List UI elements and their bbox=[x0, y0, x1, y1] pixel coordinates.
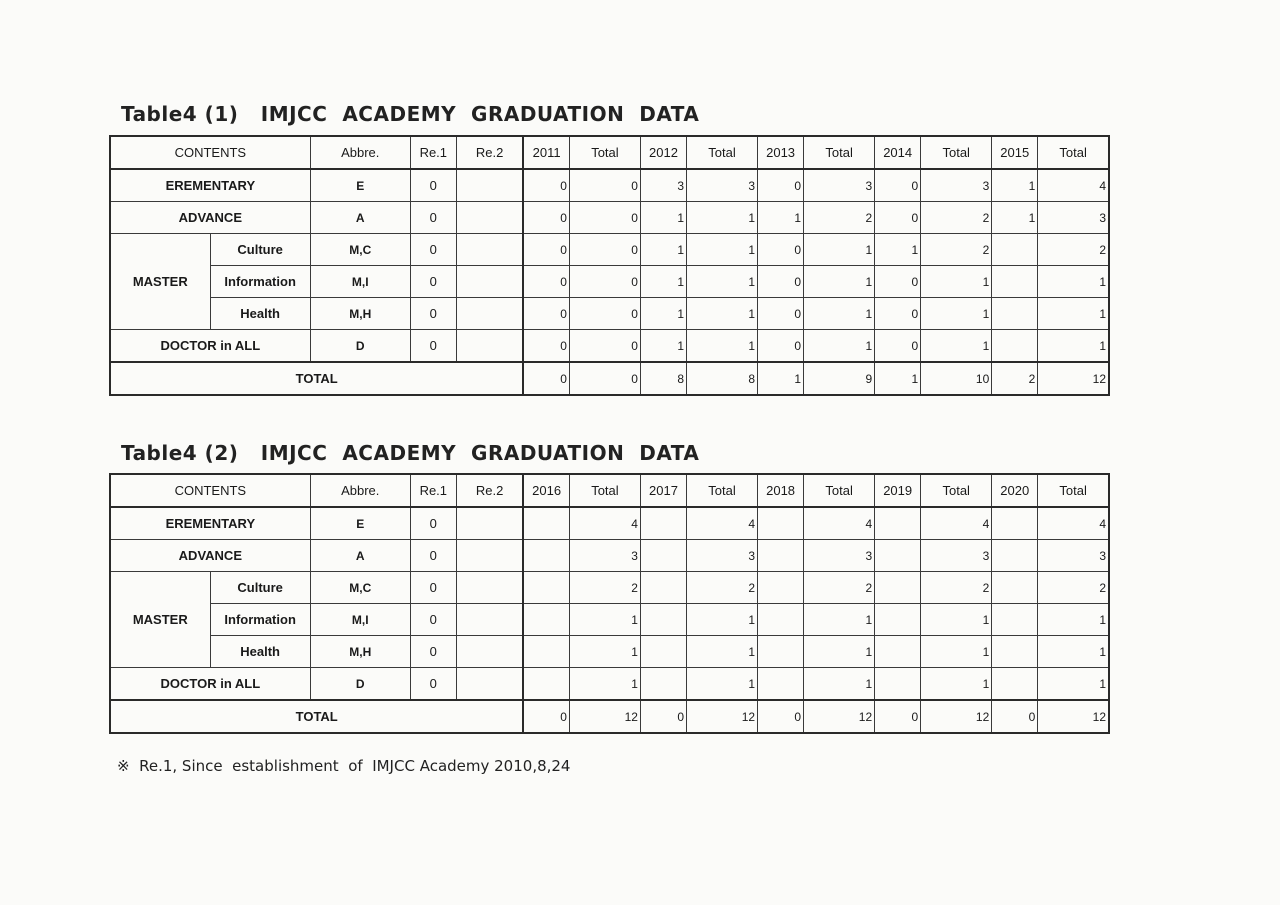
row-value: 1 bbox=[569, 668, 640, 701]
graduation-table-1 bbox=[109, 135, 1110, 396]
row-re1: 0 bbox=[410, 202, 456, 234]
row-abbr: E bbox=[310, 507, 410, 540]
table-row bbox=[110, 298, 1109, 330]
row-value bbox=[523, 604, 569, 636]
header-y1: 2011 bbox=[523, 136, 569, 169]
row-value: 4 bbox=[687, 507, 758, 540]
row-re2 bbox=[456, 234, 523, 266]
row-value bbox=[523, 636, 569, 668]
row-value: 1 bbox=[640, 266, 686, 298]
total-value: 1 bbox=[758, 362, 804, 395]
row-re1: 0 bbox=[410, 604, 456, 636]
row-value: 4 bbox=[804, 507, 875, 540]
header-t1: Total bbox=[569, 474, 640, 507]
row-value: 0 bbox=[569, 202, 640, 234]
row-value bbox=[640, 540, 686, 572]
header-y3: 2013 bbox=[758, 136, 804, 169]
row-value bbox=[758, 572, 804, 604]
table-row bbox=[110, 604, 1109, 636]
row-sub-label: Health bbox=[210, 636, 310, 668]
total-value: 8 bbox=[640, 362, 686, 395]
graduation-table-2 bbox=[109, 473, 1110, 734]
row-value bbox=[640, 668, 686, 701]
row-value bbox=[992, 668, 1038, 701]
row-value bbox=[992, 298, 1038, 330]
total-value: 9 bbox=[804, 362, 875, 395]
table-row bbox=[110, 234, 1109, 266]
row-value: 1 bbox=[804, 330, 875, 363]
row-value bbox=[992, 604, 1038, 636]
row-value: 0 bbox=[569, 169, 640, 202]
row-abbr: M,C bbox=[310, 572, 410, 604]
total-value: 12 bbox=[921, 700, 992, 733]
row-abbr: M,H bbox=[310, 636, 410, 668]
total-value: 12 bbox=[569, 700, 640, 733]
row-re1: 0 bbox=[410, 636, 456, 668]
header-re2: Re.2 bbox=[456, 136, 523, 169]
row-value: 0 bbox=[523, 266, 569, 298]
total-value: 2 bbox=[992, 362, 1038, 395]
row-value: 1 bbox=[921, 668, 992, 701]
row-re2 bbox=[456, 540, 523, 572]
row-value bbox=[992, 330, 1038, 363]
row-value: 0 bbox=[523, 169, 569, 202]
row-label: EREMENTARY bbox=[110, 169, 310, 202]
row-value: 1 bbox=[687, 636, 758, 668]
header-t2: Total bbox=[687, 474, 758, 507]
row-value: 1 bbox=[687, 298, 758, 330]
row-value: 0 bbox=[758, 234, 804, 266]
row-value: 1 bbox=[921, 604, 992, 636]
row-abbr: D bbox=[310, 668, 410, 701]
row-value bbox=[523, 507, 569, 540]
total-value: 0 bbox=[758, 700, 804, 733]
total-value: 0 bbox=[523, 700, 569, 733]
row-value: 1 bbox=[687, 668, 758, 701]
row-re2 bbox=[456, 169, 523, 202]
header-y2: 2017 bbox=[640, 474, 686, 507]
header-y5: 2020 bbox=[992, 474, 1038, 507]
row-value: 3 bbox=[640, 169, 686, 202]
row-label: EREMENTARY bbox=[110, 507, 310, 540]
table-row bbox=[110, 636, 1109, 668]
table-row bbox=[110, 266, 1109, 298]
header-row bbox=[110, 474, 1109, 507]
row-value bbox=[875, 668, 921, 701]
row-value: 1 bbox=[1038, 636, 1109, 668]
table-row bbox=[110, 572, 1109, 604]
row-value: 1 bbox=[992, 169, 1038, 202]
row-value: 2 bbox=[687, 572, 758, 604]
header-y5: 2015 bbox=[992, 136, 1038, 169]
header-t4: Total bbox=[921, 136, 992, 169]
row-value: 2 bbox=[921, 234, 992, 266]
total-value: 0 bbox=[992, 700, 1038, 733]
row-value: 3 bbox=[921, 169, 992, 202]
row-value: 0 bbox=[758, 266, 804, 298]
row-value: 2 bbox=[1038, 572, 1109, 604]
row-re2 bbox=[456, 668, 523, 701]
row-group-label: MASTER bbox=[110, 234, 210, 330]
total-value: 12 bbox=[687, 700, 758, 733]
row-value bbox=[992, 636, 1038, 668]
row-re2 bbox=[456, 202, 523, 234]
table-1-title: Table4 (1) IMJCC ACADEMY GRADUATION DATA bbox=[121, 102, 700, 126]
row-value: 1 bbox=[687, 330, 758, 363]
row-value bbox=[992, 507, 1038, 540]
table-2-title: Table4 (2) IMJCC ACADEMY GRADUATION DATA bbox=[121, 441, 700, 465]
row-value: 0 bbox=[569, 266, 640, 298]
row-value bbox=[758, 540, 804, 572]
row-value: 2 bbox=[804, 202, 875, 234]
row-abbr: M,H bbox=[310, 298, 410, 330]
row-sub-label: Information bbox=[210, 266, 310, 298]
row-value bbox=[875, 540, 921, 572]
total-value: 0 bbox=[569, 362, 640, 395]
row-value: 0 bbox=[875, 266, 921, 298]
row-value bbox=[875, 604, 921, 636]
header-contents: CONTENTS bbox=[110, 136, 310, 169]
row-value: 1 bbox=[804, 234, 875, 266]
row-value: 0 bbox=[523, 330, 569, 363]
row-value: 1 bbox=[1038, 266, 1109, 298]
row-value: 0 bbox=[875, 202, 921, 234]
row-value bbox=[992, 266, 1038, 298]
row-value: 0 bbox=[875, 169, 921, 202]
total-value: 12 bbox=[804, 700, 875, 733]
total-value: 0 bbox=[640, 700, 686, 733]
row-value: 0 bbox=[875, 298, 921, 330]
row-value: 0 bbox=[523, 234, 569, 266]
row-value bbox=[758, 636, 804, 668]
header-re1: Re.1 bbox=[410, 136, 456, 169]
row-label: ADVANCE bbox=[110, 202, 310, 234]
row-value: 1 bbox=[1038, 668, 1109, 701]
row-value: 1 bbox=[687, 604, 758, 636]
row-abbr: M,I bbox=[310, 604, 410, 636]
row-value: 1 bbox=[804, 604, 875, 636]
row-value: 1 bbox=[804, 298, 875, 330]
row-re2 bbox=[456, 266, 523, 298]
row-re2 bbox=[456, 507, 523, 540]
row-value bbox=[523, 668, 569, 701]
row-value: 1 bbox=[875, 234, 921, 266]
row-re1: 0 bbox=[410, 507, 456, 540]
table-row bbox=[110, 668, 1109, 701]
row-value: 1 bbox=[921, 636, 992, 668]
row-re1: 0 bbox=[410, 540, 456, 572]
row-value: 2 bbox=[804, 572, 875, 604]
row-value: 3 bbox=[921, 540, 992, 572]
header-t5: Total bbox=[1038, 136, 1109, 169]
total-value: 1 bbox=[875, 362, 921, 395]
row-value: 3 bbox=[687, 169, 758, 202]
row-value: 1 bbox=[687, 202, 758, 234]
row-value: 0 bbox=[569, 298, 640, 330]
row-label: DOCTOR in ALL bbox=[110, 330, 310, 363]
header-t3: Total bbox=[804, 136, 875, 169]
row-value bbox=[992, 234, 1038, 266]
row-label: DOCTOR in ALL bbox=[110, 668, 310, 701]
row-value: 0 bbox=[569, 330, 640, 363]
row-value: 1 bbox=[992, 202, 1038, 234]
total-value: 10 bbox=[921, 362, 992, 395]
header-re2: Re.2 bbox=[456, 474, 523, 507]
row-value: 2 bbox=[921, 572, 992, 604]
row-value: 0 bbox=[569, 234, 640, 266]
row-value: 1 bbox=[640, 234, 686, 266]
row-sub-label: Culture bbox=[210, 234, 310, 266]
total-label: TOTAL bbox=[110, 700, 523, 733]
footnote: ※ Re.1, Since establishment of IMJCC Academy 2010,8,24 bbox=[117, 757, 571, 775]
row-value: 4 bbox=[1038, 507, 1109, 540]
row-abbr: D bbox=[310, 330, 410, 363]
row-label: ADVANCE bbox=[110, 540, 310, 572]
row-value: 2 bbox=[921, 202, 992, 234]
row-re2 bbox=[456, 572, 523, 604]
row-value: 3 bbox=[569, 540, 640, 572]
row-abbr: A bbox=[310, 540, 410, 572]
row-re1: 0 bbox=[410, 234, 456, 266]
total-value: 0 bbox=[523, 362, 569, 395]
header-t4: Total bbox=[921, 474, 992, 507]
row-sub-label: Culture bbox=[210, 572, 310, 604]
total-row bbox=[110, 700, 1109, 733]
header-t1: Total bbox=[569, 136, 640, 169]
row-value: 3 bbox=[804, 169, 875, 202]
row-sub-label: Information bbox=[210, 604, 310, 636]
row-re2 bbox=[456, 298, 523, 330]
row-value: 2 bbox=[1038, 234, 1109, 266]
header-t5: Total bbox=[1038, 474, 1109, 507]
row-value bbox=[875, 636, 921, 668]
row-abbr: E bbox=[310, 169, 410, 202]
row-value: 1 bbox=[687, 234, 758, 266]
row-group-label: MASTER bbox=[110, 572, 210, 668]
row-value: 3 bbox=[804, 540, 875, 572]
header-t2: Total bbox=[687, 136, 758, 169]
row-value bbox=[523, 572, 569, 604]
row-abbr: M,C bbox=[310, 234, 410, 266]
row-value: 0 bbox=[523, 202, 569, 234]
row-re1: 0 bbox=[410, 668, 456, 701]
row-value: 1 bbox=[804, 668, 875, 701]
header-y3: 2018 bbox=[758, 474, 804, 507]
row-value: 1 bbox=[1038, 330, 1109, 363]
total-value: 8 bbox=[687, 362, 758, 395]
row-value bbox=[875, 507, 921, 540]
header-abbre: Abbre. bbox=[310, 474, 410, 507]
row-value bbox=[640, 604, 686, 636]
row-value: 0 bbox=[758, 330, 804, 363]
row-re1: 0 bbox=[410, 572, 456, 604]
row-re1: 0 bbox=[410, 298, 456, 330]
row-value bbox=[992, 540, 1038, 572]
row-value: 0 bbox=[758, 298, 804, 330]
row-sub-label: Health bbox=[210, 298, 310, 330]
row-value bbox=[875, 572, 921, 604]
row-value bbox=[758, 604, 804, 636]
row-value bbox=[640, 636, 686, 668]
row-value bbox=[758, 507, 804, 540]
total-value: 0 bbox=[875, 700, 921, 733]
header-row bbox=[110, 136, 1109, 169]
row-abbr: M,I bbox=[310, 266, 410, 298]
row-value: 1 bbox=[804, 266, 875, 298]
header-abbre: Abbre. bbox=[310, 136, 410, 169]
row-re2 bbox=[456, 330, 523, 363]
row-value bbox=[992, 572, 1038, 604]
row-value: 1 bbox=[687, 266, 758, 298]
row-value: 4 bbox=[569, 507, 640, 540]
row-value bbox=[640, 572, 686, 604]
row-value: 3 bbox=[1038, 202, 1109, 234]
header-y4: 2019 bbox=[875, 474, 921, 507]
total-value: 12 bbox=[1038, 362, 1109, 395]
row-value: 1 bbox=[569, 604, 640, 636]
row-value: 1 bbox=[758, 202, 804, 234]
table-row bbox=[110, 202, 1109, 234]
table-row bbox=[110, 169, 1109, 202]
row-value: 1 bbox=[921, 330, 992, 363]
row-value: 3 bbox=[1038, 540, 1109, 572]
row-value bbox=[640, 507, 686, 540]
total-label: TOTAL bbox=[110, 362, 523, 395]
table-row bbox=[110, 330, 1109, 363]
row-value: 4 bbox=[1038, 169, 1109, 202]
row-value: 3 bbox=[687, 540, 758, 572]
row-value bbox=[523, 540, 569, 572]
row-re1: 0 bbox=[410, 169, 456, 202]
row-re1: 0 bbox=[410, 266, 456, 298]
header-y1: 2016 bbox=[523, 474, 569, 507]
row-re1: 0 bbox=[410, 330, 456, 363]
row-value: 0 bbox=[523, 298, 569, 330]
header-y4: 2014 bbox=[875, 136, 921, 169]
row-value: 1 bbox=[640, 202, 686, 234]
row-value: 0 bbox=[875, 330, 921, 363]
row-re2 bbox=[456, 636, 523, 668]
row-value: 1 bbox=[1038, 298, 1109, 330]
row-value: 0 bbox=[758, 169, 804, 202]
table-row bbox=[110, 507, 1109, 540]
table-row bbox=[110, 540, 1109, 572]
row-abbr: A bbox=[310, 202, 410, 234]
row-value: 4 bbox=[921, 507, 992, 540]
row-value: 1 bbox=[569, 636, 640, 668]
row-value: 1 bbox=[640, 330, 686, 363]
row-value: 1 bbox=[640, 298, 686, 330]
row-value: 1 bbox=[921, 298, 992, 330]
header-y2: 2012 bbox=[640, 136, 686, 169]
header-contents: CONTENTS bbox=[110, 474, 310, 507]
header-re1: Re.1 bbox=[410, 474, 456, 507]
row-value: 1 bbox=[804, 636, 875, 668]
total-row bbox=[110, 362, 1109, 395]
row-value: 1 bbox=[921, 266, 992, 298]
row-value: 1 bbox=[1038, 604, 1109, 636]
row-re2 bbox=[456, 604, 523, 636]
row-value bbox=[758, 668, 804, 701]
total-value: 12 bbox=[1038, 700, 1109, 733]
header-t3: Total bbox=[804, 474, 875, 507]
row-value: 2 bbox=[569, 572, 640, 604]
